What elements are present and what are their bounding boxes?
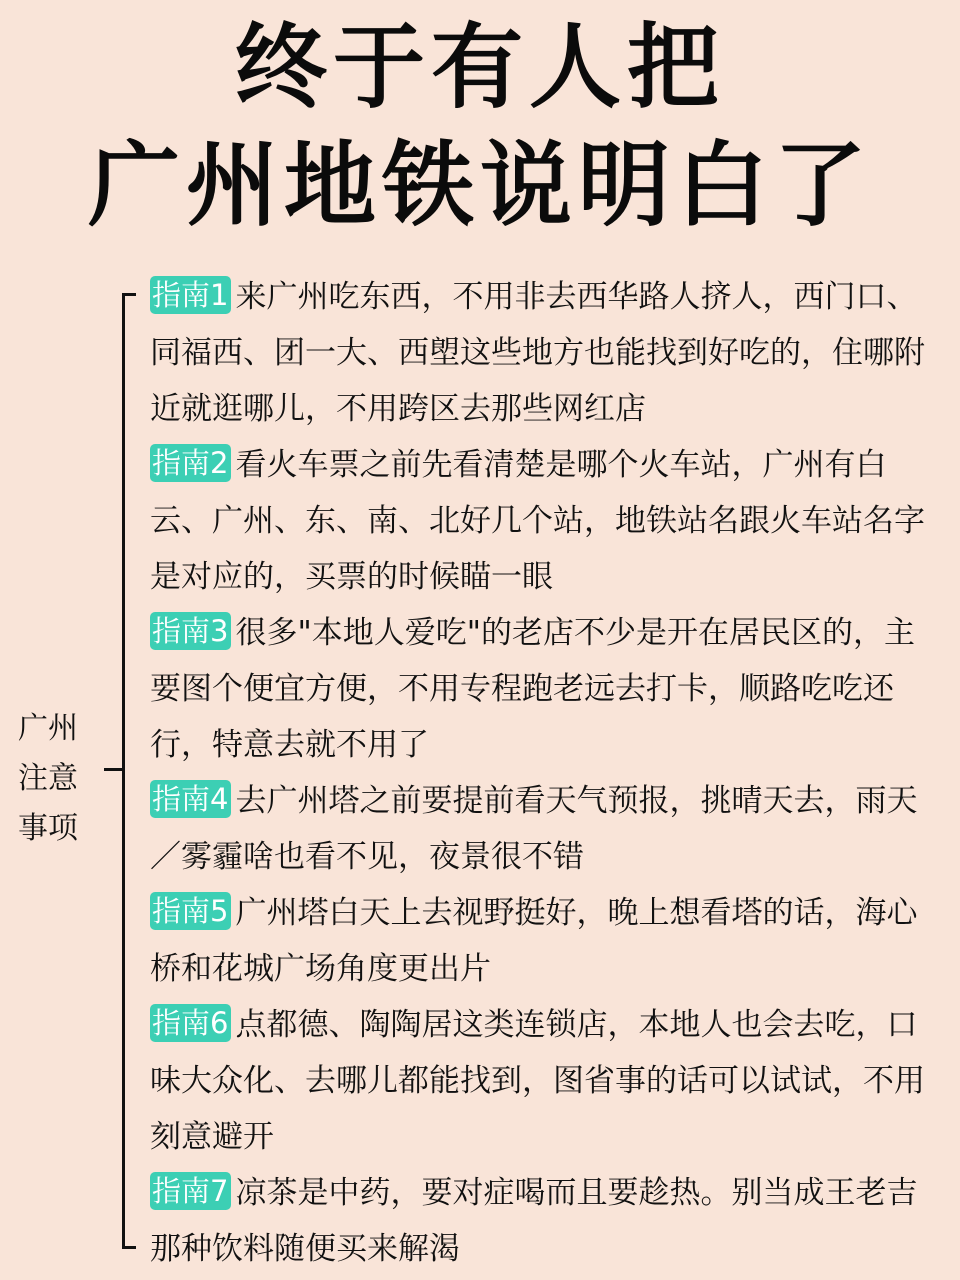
guide-tag: 指南2 <box>150 444 231 482</box>
bracket-line <box>122 293 136 1249</box>
guide-item-3 <box>150 605 942 773</box>
guide-item-6 <box>150 997 942 1165</box>
guide-tag: 指南5 <box>150 892 231 930</box>
guide-list <box>150 269 942 1277</box>
side-label <box>18 704 88 854</box>
guide-text: 来广州吃东西，不用非去西华路人挤人，西门口、同福西、团一大、西塱这些地方也能找到好吃的，住哪附近就逛哪儿，不用跨区去那些网红店 <box>150 279 925 427</box>
guide-item-1 <box>150 269 942 437</box>
guide-tag: 指南4 <box>150 780 231 818</box>
guide-item-5 <box>150 885 942 997</box>
title-line-1: 终于有人把 <box>234 14 725 121</box>
guide-tag: 指南1 <box>150 276 231 314</box>
guide-text: 凉茶是中药，要对症喝而且要趁热。别当成王老吉那种饮料随便买来解渴 <box>150 1175 918 1267</box>
bracket-tick <box>104 768 124 771</box>
guide-item-4 <box>150 773 942 885</box>
guide-text: 看火车票之前先看清楚是哪个火车站，广州有白云、广州、东、南、北好几个站，地铁站名跟火车站名字是对应的，买票的时候瞄一眼 <box>150 447 925 595</box>
side-label-line-3: 事项 <box>18 811 78 846</box>
side-label-line-1: 广州 <box>18 711 78 746</box>
guide-text: 广州塔白天上去视野挺好，晚上想看塔的话，海心桥和花城广场角度更出片 <box>150 895 918 987</box>
guide-text: 点都德、陶陶居这类连锁店，本地人也会去吃，口味大众化、去哪儿都能找到，图省事的话可以试试，不用刻意避开 <box>150 1007 925 1155</box>
guide-item-2 <box>150 437 942 605</box>
side-label-line-2: 注意 <box>18 761 78 796</box>
guide-tag: 指南7 <box>150 1172 231 1210</box>
guide-tag: 指南6 <box>150 1004 231 1042</box>
guide-item-7 <box>150 1165 942 1277</box>
title-line-2: 广州地铁说明白了 <box>87 132 872 239</box>
guide-text: 很多"本地人爱吃"的老店不少是开在居民区的，主要图个便宜方便，不用专程跑老远去打卡，顺路吃吃还行，特意去就不用了 <box>150 615 915 763</box>
guide-text: 去广州塔之前要提前看天气预报，挑晴天去，雨天／雾霾啥也看不见，夜景很不错 <box>150 783 918 875</box>
guide-tag: 指南3 <box>150 612 231 650</box>
